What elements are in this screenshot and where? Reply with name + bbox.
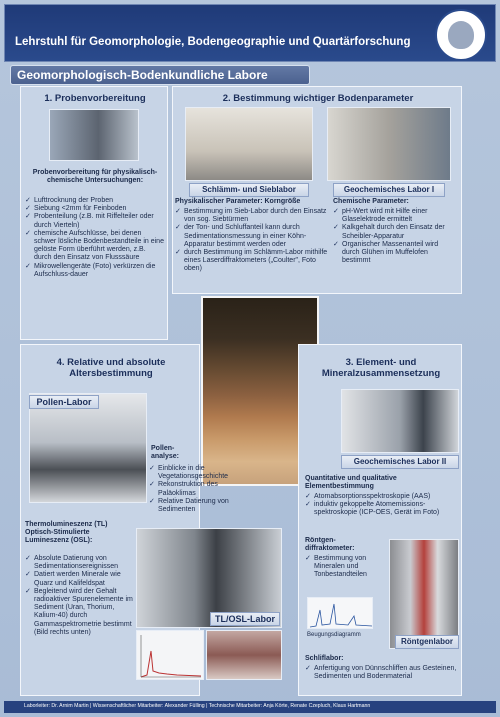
- section-1-panel: [20, 86, 168, 340]
- list-item: ✓ Bestimmung im Sieb-Labor durch den Einsatz von sog. Siebtürmen: [175, 208, 329, 224]
- section-3-title: 3. Element- und Mineralzusammensetzung: [321, 357, 441, 379]
- list-item: ✓ Organischer Massenanteil wird durch Glühen im Muffelofen bestimmt: [333, 241, 457, 266]
- geochem-lab-2-photo: [341, 389, 459, 453]
- banner-title: Geomorphologisch-Bodenkundliche Labore: [17, 68, 268, 82]
- list-item: ✓ der Ton- und Schluffanteil kann durch Sedimentationsmessung in einer Köhn-Apparatur bestimmt werden oder: [175, 224, 329, 249]
- thin-section-title: Schliflabor:: [305, 655, 344, 662]
- chemical-params-list: [333, 208, 457, 265]
- xrd-title: Röntgen-diffraktometer:: [305, 537, 355, 553]
- element-analysis-list: [305, 493, 461, 518]
- thin-section-list: [305, 665, 461, 681]
- seal-portrait: [448, 21, 474, 49]
- tl-osl-lab-label: TL/OSL-Labor: [210, 612, 280, 626]
- section-2-panel: [172, 86, 462, 294]
- pollen-lab-photo: [29, 393, 147, 503]
- section-3-panel: [298, 344, 462, 696]
- list-item: ✓ chemische Aufschlüsse, bei denen schwer lösliche Bodenbestandteile in eine gelöste Form überführt werden, z.B. durch den Einsatz von Flusssäure: [25, 230, 165, 263]
- list-item: ✓ Lufttrocknung der Proben: [25, 197, 165, 205]
- list-item: ✓ Begleitend wird der Gehalt radioaktiver Spurenelemente im Sediment (Uran, Thorium, Kalium-40) durch Gammaspektrometrie bestimmt (Bild rechts unten): [25, 588, 133, 637]
- gamma-spectrum-photo: [136, 630, 204, 680]
- list-item: ✓ Probenteilung (z.B. mit Riffelteiler oder durch Vierteln): [25, 213, 165, 229]
- pollen-analysis-title: Pollen-analyse:: [151, 445, 180, 461]
- pollen-lab-label: Pollen-Labor: [29, 395, 99, 409]
- chemical-params-title: Chemische Parameter:: [333, 198, 409, 205]
- gamma-lab-photo: [206, 630, 282, 680]
- tl-osl-list: [25, 555, 133, 637]
- diffraction-diagram-label: Beugungsdiagramm: [307, 632, 361, 638]
- list-item: ✓ pH-Wert wird mit Hilfe einer Glaselektrode ermittelt: [333, 208, 457, 224]
- list-item: ✓ Relative Datierung von Sedimenten: [149, 498, 257, 514]
- list-item: ✓ Datiert werden Minerale wie Quarz und Kalifeldspat: [25, 571, 133, 587]
- sieve-lab-photo: [185, 107, 313, 181]
- section-1-subtitle: Probenvorbereitung für physikalisch-chemische Untersuchungen:: [32, 169, 158, 185]
- list-item: ✓ Mikrowellengeräte (Foto) verkürzen die Aufschluss-dauer: [25, 263, 165, 279]
- section-1-title: 1. Probenvorbereitung: [44, 93, 146, 104]
- list-item: ✓ Anfertigung von Dünnschliffen aus Gesteinen, Sedimenten und Bodenmaterial: [305, 665, 461, 681]
- section-4-title: 4. Relative und absolute Altersbestimmung: [56, 357, 166, 379]
- geochem-lab-1-photo: [327, 107, 451, 181]
- institute-title: Lehrstuhl für Geomorphologie, Bodengeographie und Quartärforschung: [15, 36, 411, 48]
- element-analysis-title: Quantitative und qualitative Elementbestimmung: [305, 475, 397, 491]
- sample-prep-photo: [49, 109, 139, 161]
- list-item: ✓ Einblicke in die Vegetationsgeschichte: [149, 465, 257, 481]
- list-item: ✓ Absolute Datierung von Sedimentationsereignissen: [25, 555, 133, 571]
- geochem-lab-1-label: Geochemisches Labor I: [333, 183, 445, 197]
- list-item: ✓ induktiv gekoppelte Atomemissions-spektroskopie (ICP-OES, Gerät im Foto): [305, 501, 461, 517]
- physical-params-title: Physikalischer Parameter: Korngröße: [175, 198, 301, 205]
- list-item: ✓ Siebung <2mm für Feinboden: [25, 205, 165, 213]
- sieve-lab-label: Schlämm- und Sieblabor: [189, 183, 309, 197]
- footer-credits: Laborleiter: Dr. Arnim Martin | Wissenschaftlicher Mitarbeiter: Alexander Fülling | Technische Mitarbeiter: Anja Körte, Renate Czepluch, Klaus Hartmann: [24, 703, 371, 709]
- pollen-analysis-list: [149, 465, 257, 514]
- geochem-lab-2-label: Geochemisches Labor II: [341, 455, 459, 469]
- xrd-list: [305, 555, 385, 580]
- list-item: ✓ Atomabsorptionsspektroskopie (AAS): [305, 493, 461, 501]
- xray-lab-photo: [389, 539, 459, 649]
- diffraction-diagram: [307, 597, 373, 629]
- list-item: ✓ Bestimmung von Mineralen und Tonbestandteilen: [305, 555, 385, 580]
- section-1-list: [25, 197, 165, 279]
- physical-params-list: [175, 208, 329, 274]
- footer-bar: [4, 701, 496, 713]
- spectrum-chart-icon: [137, 631, 204, 680]
- list-item: ✓ Kalkgehalt durch den Einsatz der Scheibler-Apparatur: [333, 224, 457, 240]
- list-item: ✓ durch Bestimmung im Schlämm-Labor mithilfe eines Laserdiffraktometers („Coulter", Foto oben): [175, 249, 329, 274]
- poster-banner: [10, 65, 310, 85]
- list-item: ✓ Rekonstruktion des Paläoklimas: [149, 481, 257, 497]
- university-seal: [435, 9, 487, 61]
- xray-lab-label: Röntgenlabor: [395, 635, 459, 649]
- header-bar: [4, 4, 496, 62]
- diffraction-chart-icon: [308, 598, 373, 629]
- tl-osl-title: Thermolumineszenz (TL) Optisch-Stimulierte Lumineszenz (OSL):: [25, 521, 108, 545]
- section-2-title: 2. Bestimmung wichtiger Bodenparameter: [222, 93, 414, 104]
